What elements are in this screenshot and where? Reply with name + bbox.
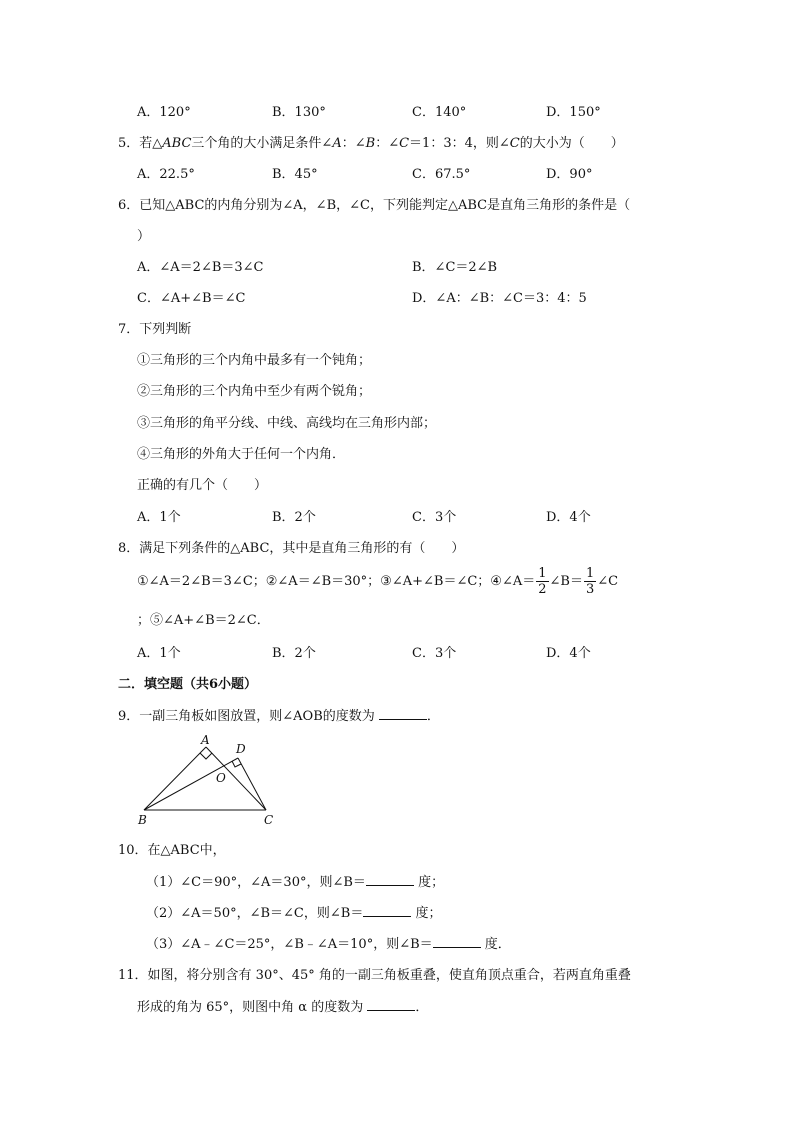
q5-stem: 5．若△ABC三个角的大小满足条件∠A：∠B：∠C＝1：3：4，则∠C的大小为（ ） (118, 136, 624, 151)
q7-item-2: ②三角形的三个内角中至少有两个锐角； (137, 384, 372, 399)
q8-option-b: B．2个 (272, 646, 316, 661)
q6-stem: 6．已知△ABC的内角分别为∠A，∠B，∠C，下列能判定△ABC是直角三角形的条件是（ (118, 198, 631, 213)
label-c: C (264, 813, 274, 827)
q8-stem: 8．满足下列条件的△ABC，其中是直角三角形的有（ ） (118, 541, 465, 556)
label-a: A (201, 733, 210, 747)
q6-option-b: B．∠C＝2∠B (412, 260, 498, 275)
q5-option-a: A．22.5° (137, 167, 195, 182)
q7-item-1: ①三角形的三个内角中最多有一个钝角； (137, 353, 372, 368)
q10-blank-2 (363, 904, 411, 917)
q9-triangle-figure (132, 732, 282, 828)
segment-dc (238, 758, 266, 810)
q4-option-d: D．150° (546, 105, 601, 120)
q10-stem: 10．在△ABC中， (118, 843, 226, 858)
q4-option-b: B．130° (272, 105, 326, 120)
q6-option-d: D．∠A：∠B：∠C＝3：4：5 (412, 291, 587, 306)
q8-option-d: D．4个 (546, 646, 591, 661)
q9-stem: 9．一副三角板如图放置，则∠AOB的度数为 ． (118, 709, 440, 724)
q5-option-b: B．45° (272, 167, 318, 182)
q7-question: 正确的有几个（ ） (137, 478, 268, 493)
section-heading-fill-in: 二．填空题（共6小题） (118, 677, 258, 692)
q7-stem: 7．下列判断 (118, 322, 192, 337)
q10-blank-1 (366, 873, 414, 886)
q10-part-1: （1）∠C＝90°，∠A＝30°，则∠B＝ 度； (146, 875, 445, 890)
q11-answer-blank (367, 998, 415, 1011)
q6-option-a: A．∠A＝2∠B＝3∠C (137, 260, 264, 275)
q7-item-3: ③三角形的角平分线、中线、高线均在三角形内部； (137, 416, 437, 431)
right-angle-mark-a (200, 753, 212, 759)
q8-conditions-line2: ；⑤∠A+∠B＝2∠C． (137, 613, 270, 628)
q6-option-c: C．∠A+∠B＝∠C (137, 291, 246, 306)
q7-item-4: ④三角形的外角大于任何一个内角． (137, 447, 346, 462)
q6-stem-cont: ） (137, 229, 151, 244)
q5-option-d: D．90° (546, 167, 593, 182)
q7-option-b: B．2个 (272, 510, 316, 525)
q7-option-a: A．1个 (137, 510, 181, 525)
q10-blank-3 (433, 935, 481, 948)
q11-stem-line1: 11．如图，将分别含有 30°、45° 角的一副三角板重叠，使直角顶点重合，若两直角重叠 (118, 968, 631, 983)
fraction-one-third: $\frac{1}{3}$ (585, 566, 595, 597)
label-o: O (216, 771, 226, 785)
q7-option-c: C．3个 (412, 510, 457, 525)
fraction-one-half: $\frac{1}{2}$ (538, 566, 547, 597)
q5-option-c: C．67.5° (412, 167, 471, 182)
segment-ac (206, 747, 266, 810)
q9-answer-blank (379, 707, 427, 720)
q8-conditions-line1: ①∠A＝2∠B＝3∠C；②∠A＝∠B＝30°；③∠A+∠B＝∠C；④∠A＝ $\frac{1}{2}$ ∠B＝ $\frac{1}{3}$ ∠C (137, 566, 619, 597)
q4-option-c: C．140° (412, 105, 467, 120)
q11-stem-line2: 形成的角为 65°，则图中角 α 的度数为 ． (137, 1000, 429, 1015)
q10-part-2: （2）∠A＝50°，∠B＝∠C，则∠B＝ 度； (146, 906, 442, 921)
segment-ba (144, 747, 206, 810)
label-d: D (236, 742, 246, 756)
label-b: B (138, 813, 147, 827)
q8-option-a: A．1个 (137, 646, 181, 661)
q4-option-a: A．120° (137, 105, 191, 120)
q8-option-c: C．3个 (412, 646, 457, 661)
q10-part-3: （3）∠A﹣∠C＝25°，∠B﹣∠A＝10°，则∠B＝ 度． (146, 937, 511, 952)
q7-option-d: D．4个 (546, 510, 591, 525)
